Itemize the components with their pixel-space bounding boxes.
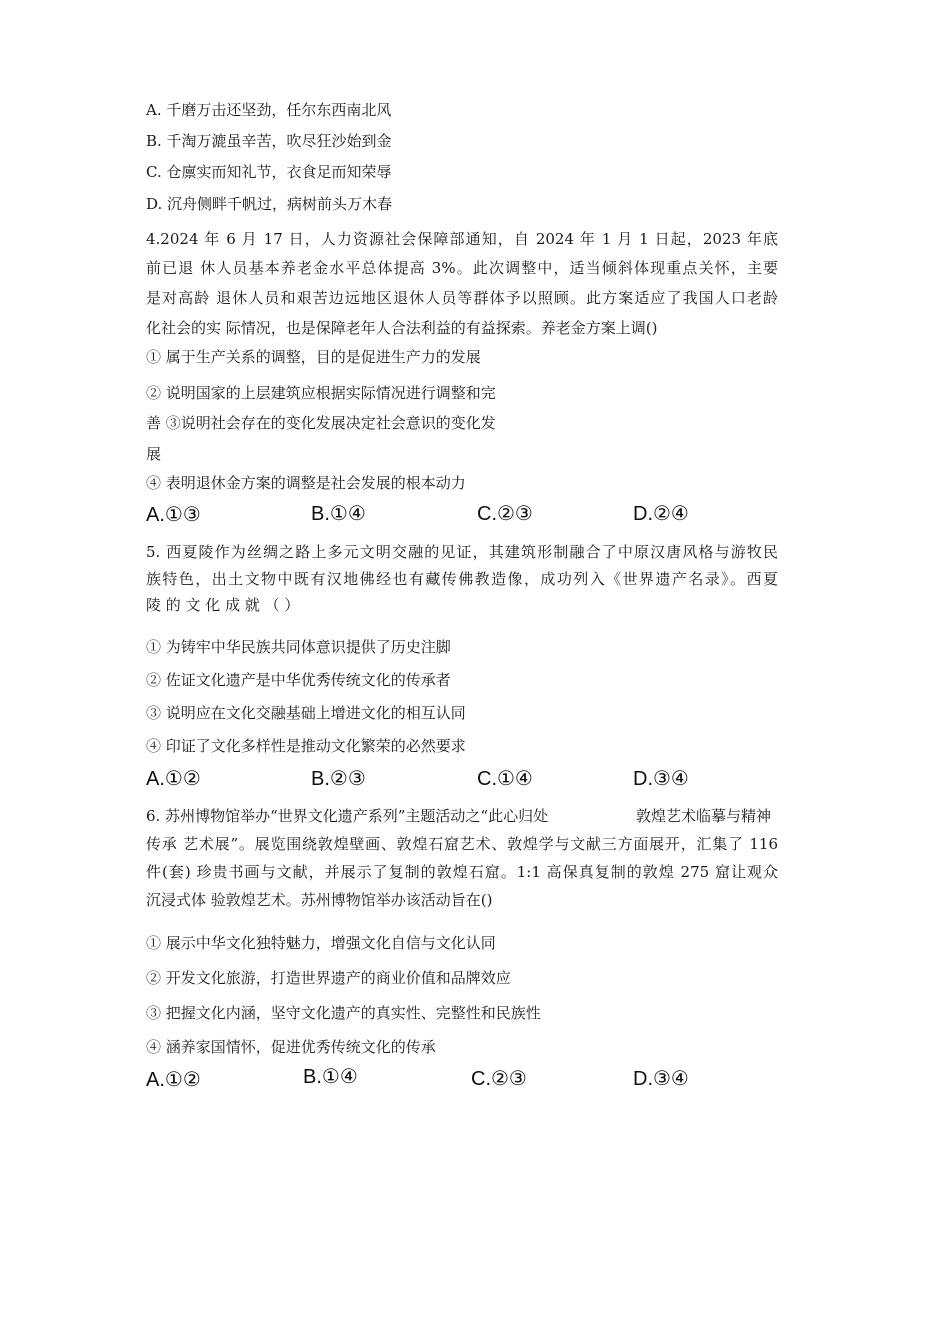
q3-option-a: A. 千磨万击还坚劲，任尔东西南北风 bbox=[146, 101, 392, 119]
q4-item: ② 说明国家的上层建筑应根据实际情况进行调整和完 bbox=[146, 384, 496, 402]
q6-choice-a: A.①② bbox=[146, 1069, 201, 1091]
q6-stem-line: 沉浸式体 验敦煌艺术。苏州博物馆举办该活动旨在() bbox=[146, 891, 493, 909]
q6-choice-d: D.③④ bbox=[633, 1068, 689, 1090]
q4-item: ① 属于生产关系的调整，目的是促进生产力的发展 bbox=[146, 348, 481, 366]
q6-item: ② 开发文化旅游，打造世界遗产的商业价值和品牌效应 bbox=[146, 969, 511, 987]
q4-item: 善 ③说明社会存在的变化发展决定社会意识的变化发 bbox=[146, 414, 496, 432]
q6-choice-b: B.①④ bbox=[303, 1066, 358, 1088]
q4-item: ④ 表明退休金方案的调整是社会发展的根本动力 bbox=[146, 474, 466, 492]
q4-item: 展 bbox=[146, 445, 162, 463]
q4-stem-line: 化社会的实 际情况，也是保障老年人合法利益的有益探索。养老金方案上调() bbox=[146, 319, 658, 337]
q5-item: ③ 说明应在文化交融基础上增进文化的相互认同 bbox=[146, 704, 466, 722]
q6-item: ③ 把握文化内涵，坚守文化遗产的真实性、完整性和民族性 bbox=[146, 1004, 541, 1022]
q5-item: ④ 印证了文化多样性是推动文化繁荣的必然要求 bbox=[146, 737, 466, 755]
q5-stem-line: 陵 的 文 化 成 就 （ ） bbox=[146, 596, 300, 614]
q3-option-d: D. 沉舟侧畔千帆过，病树前头万木春 bbox=[146, 195, 393, 213]
q3-option-b: B. 千淘万漉虽辛苦，吹尽狂沙始到金 bbox=[146, 132, 392, 150]
q3-option-c: C. 仓廪实而知礼节，衣食足而知荣辱 bbox=[146, 163, 392, 181]
q4-stem-line: 4.2024 年 6 月 17 日，人力资源社会保障部通知，自 2024 年 1 月 1 日起，2023 年底 bbox=[146, 230, 778, 248]
q6-stem-line-continued: 敦煌艺术临摹与精神 bbox=[636, 807, 772, 825]
q5-item: ② 佐证文化遗产是中华优秀传统文化的传承者 bbox=[146, 671, 451, 689]
q6-stem-line: 6. 苏州博物馆举办“世界文化遗产系列”主题活动之“此心归处 bbox=[146, 807, 549, 825]
q5-choice-b: B.②③ bbox=[311, 768, 366, 790]
q6-choice-c: C.②③ bbox=[471, 1068, 527, 1090]
q5-item: ① 为铸牢中华民族共同体意识提供了历史注脚 bbox=[146, 638, 451, 656]
q5-choice-a: A.①② bbox=[146, 768, 201, 790]
q6-stem-line: 件(套) 珍贵书画与文献，并展示了复制的敦煌石窟。1:1 高保真复制的敦煌 275 窟让观众 bbox=[146, 863, 778, 881]
q5-choice-c: C.①④ bbox=[477, 768, 533, 790]
q5-stem-line: 族特色，出土文物中既有汉地佛经也有藏传佛教造像，成功列入《世界遗产名录》。西夏 bbox=[146, 570, 778, 588]
q4-choice-c: C.②③ bbox=[477, 503, 533, 525]
q5-stem-line: 5. 西夏陵作为丝绸之路上多元文明交融的见证，其建筑形制融合了中原汉唐风格与游牧民 bbox=[146, 543, 778, 561]
q4-choice-a: A.①③ bbox=[146, 504, 201, 526]
q6-item: ① 展示中华文化独特魅力，增强文化自信与文化认同 bbox=[146, 934, 496, 952]
q6-item: ④ 涵养家国情怀，促进优秀传统文化的传承 bbox=[146, 1038, 436, 1056]
q4-stem-line: 前已退 休人员基本养老金水平总体提高 3%。此次调整中，适当倾斜体现重点关怀，主要 bbox=[146, 259, 778, 277]
q4-stem-line: 是对高龄 退休人员和艰苦边远地区退休人员等群体予以照顾。此方案适应了我国人口老龄 bbox=[146, 289, 778, 307]
q4-choice-d: D.②④ bbox=[633, 503, 689, 525]
q5-choice-d: D.③④ bbox=[633, 768, 689, 790]
q6-stem-line: 传承 艺术展”。展览围绕敦煌壁画、敦煌石窟艺术、敦煌学与文献三方面展开，汇集了 116 bbox=[146, 835, 778, 853]
q4-choice-b: B.①④ bbox=[311, 503, 366, 525]
